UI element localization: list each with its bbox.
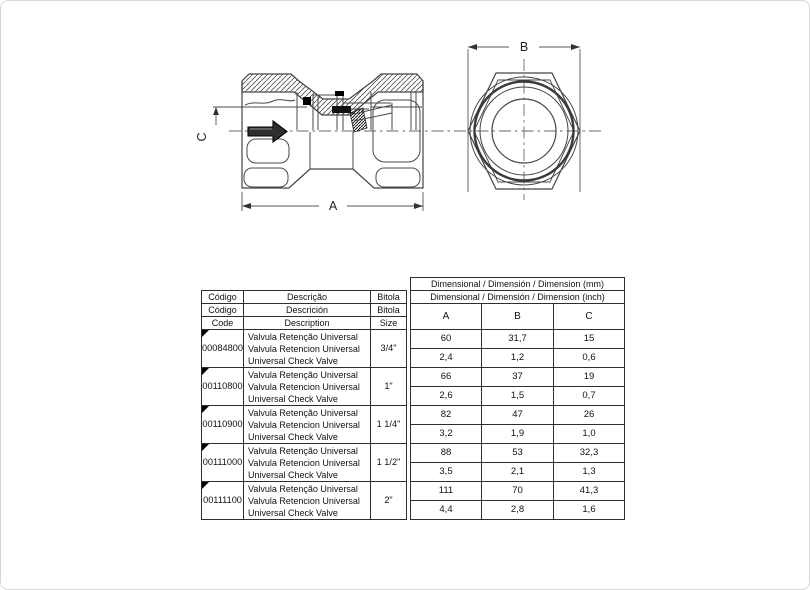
description-line: Valvula Retencion Universal bbox=[248, 343, 360, 354]
product-table bbox=[201, 290, 407, 520]
description-line: Valvula Retencion Universal bbox=[248, 419, 360, 430]
description-line: Valvula Retenção Universal bbox=[248, 369, 358, 380]
dim-b-mm-value: 37 bbox=[482, 368, 554, 387]
dim-a-inch-value: 2,4 bbox=[411, 349, 482, 368]
dim-c-label: C bbox=[195, 132, 209, 142]
dim-a-mm-value: 82 bbox=[411, 406, 482, 425]
description-line: Valvula Retencion Universal bbox=[248, 457, 360, 468]
product-size-cell: 3/4" bbox=[371, 330, 407, 368]
dim-a-mm-value: 60 bbox=[411, 330, 482, 349]
dim-a-mm-value: 111 bbox=[411, 482, 482, 501]
header-size-en: Size bbox=[371, 317, 407, 330]
dim-a-label: A bbox=[328, 199, 338, 213]
dim-a-inch-value: 3,5 bbox=[411, 463, 482, 482]
retainer-seal bbox=[335, 91, 344, 96]
dimension-table bbox=[410, 277, 625, 520]
valve-technical-drawing bbox=[1, 1, 809, 263]
header-dim-c: C bbox=[554, 304, 625, 330]
dim-c-mm-value: 19 bbox=[554, 368, 625, 387]
header-bitola-es: Bitola bbox=[371, 304, 407, 317]
dim-a-inch-value: 3,2 bbox=[411, 425, 482, 444]
dimension-value-row-mm bbox=[411, 482, 625, 501]
dimension-value-row-inch bbox=[411, 463, 625, 482]
product-code-cell: 00084800 bbox=[202, 330, 244, 368]
product-row bbox=[202, 444, 407, 482]
dimension-value-row-inch bbox=[411, 349, 625, 368]
header-descricion: Descrición bbox=[244, 304, 371, 317]
dim-b-inch-value: 1,2 bbox=[482, 349, 554, 368]
description-line: Valvula Retenção Universal bbox=[248, 483, 358, 494]
header-codigo-es: Código bbox=[202, 304, 244, 317]
description-line: Universal Check Valve bbox=[248, 507, 338, 518]
poppet-seat bbox=[332, 106, 351, 113]
dim-b-inch-value: 2,1 bbox=[482, 463, 554, 482]
dimension-value-row-inch bbox=[411, 425, 625, 444]
description-line: Valvula Retenção Universal bbox=[248, 407, 358, 418]
description-line: Universal Check Valve bbox=[248, 393, 338, 404]
header-description: Description bbox=[244, 317, 371, 330]
product-row bbox=[202, 406, 407, 444]
dim-b-label: B bbox=[519, 40, 529, 54]
header-dim-b: B bbox=[482, 304, 554, 330]
dim-c-inch-value: 1,0 bbox=[554, 425, 625, 444]
dim-c-inch-value: 1,6 bbox=[554, 501, 625, 520]
product-code-cell: 00110900 bbox=[202, 406, 244, 444]
header-codigo-pt: Código bbox=[202, 291, 244, 304]
dimension-value-row-mm bbox=[411, 406, 625, 425]
dim-c-inch-value: 1,3 bbox=[554, 463, 625, 482]
dim-b-mm-value: 47 bbox=[482, 406, 554, 425]
dimension-value-row-mm bbox=[411, 330, 625, 349]
dim-b-inch-value: 1,5 bbox=[482, 387, 554, 406]
description-line: Universal Check Valve bbox=[248, 355, 338, 366]
header-dim-a: A bbox=[411, 304, 482, 330]
product-size-cell: 2" bbox=[371, 482, 407, 520]
dim-c-mm-value: 41,3 bbox=[554, 482, 625, 501]
product-size-cell: 1" bbox=[371, 368, 407, 406]
product-description-cell bbox=[244, 482, 371, 520]
dimension-value-row-inch bbox=[411, 387, 625, 406]
description-line: Valvula Retencion Universal bbox=[248, 381, 360, 392]
dimension-value-row-inch bbox=[411, 501, 625, 520]
product-size-cell: 1 1/4" bbox=[371, 406, 407, 444]
product-row bbox=[202, 482, 407, 520]
product-code-cell: 00110800 bbox=[202, 368, 244, 406]
product-code-cell: 00111000 bbox=[202, 444, 244, 482]
dim-b-inch-value: 2,8 bbox=[482, 501, 554, 520]
product-description-cell bbox=[244, 406, 371, 444]
header-code-en: Code bbox=[202, 317, 244, 330]
product-description-cell bbox=[244, 444, 371, 482]
dim-b-inch-value: 1,9 bbox=[482, 425, 554, 444]
dimension-value-row-mm bbox=[411, 444, 625, 463]
product-size-cell: 1 1/2" bbox=[371, 444, 407, 482]
description-line: Valvula Retencion Universal bbox=[248, 495, 360, 506]
product-description-cell bbox=[244, 330, 371, 368]
product-row bbox=[202, 368, 407, 406]
header-bitola-pt: Bitola bbox=[371, 291, 407, 304]
dim-b-mm-value: 70 bbox=[482, 482, 554, 501]
header-dimension-inch: Dimensional / Dimensión / Dimension (inch) bbox=[411, 291, 625, 304]
dim-c bbox=[195, 107, 219, 142]
dim-b-mm-value: 31,7 bbox=[482, 330, 554, 349]
dim-c-mm-value: 32,3 bbox=[554, 444, 625, 463]
product-row bbox=[202, 330, 407, 368]
description-line: Valvula Retenção Universal bbox=[248, 445, 358, 456]
header-dimension-mm: Dimensional / Dimensión / Dimension (mm) bbox=[411, 278, 625, 291]
dim-a-mm-value: 88 bbox=[411, 444, 482, 463]
dim-b-mm-value: 53 bbox=[482, 444, 554, 463]
dim-c-mm-value: 26 bbox=[554, 406, 625, 425]
dim-a-mm-value: 66 bbox=[411, 368, 482, 387]
dim-a-inch-value: 4,4 bbox=[411, 501, 482, 520]
description-line: Universal Check Valve bbox=[248, 469, 338, 480]
dim-c-inch-value: 0,7 bbox=[554, 387, 625, 406]
o-ring-seal bbox=[303, 97, 311, 105]
dim-a bbox=[242, 192, 423, 213]
product-description-cell bbox=[244, 368, 371, 406]
dim-a-inch-value: 2,6 bbox=[411, 387, 482, 406]
dim-c-mm-value: 15 bbox=[554, 330, 625, 349]
dim-c-inch-value: 0,6 bbox=[554, 349, 625, 368]
header-descricao: Descrição bbox=[244, 291, 371, 304]
product-code-cell: 00111100 bbox=[202, 482, 244, 520]
dimension-value-row-mm bbox=[411, 368, 625, 387]
description-line: Universal Check Valve bbox=[248, 431, 338, 442]
description-line: Valvula Retenção Universal bbox=[248, 331, 358, 342]
